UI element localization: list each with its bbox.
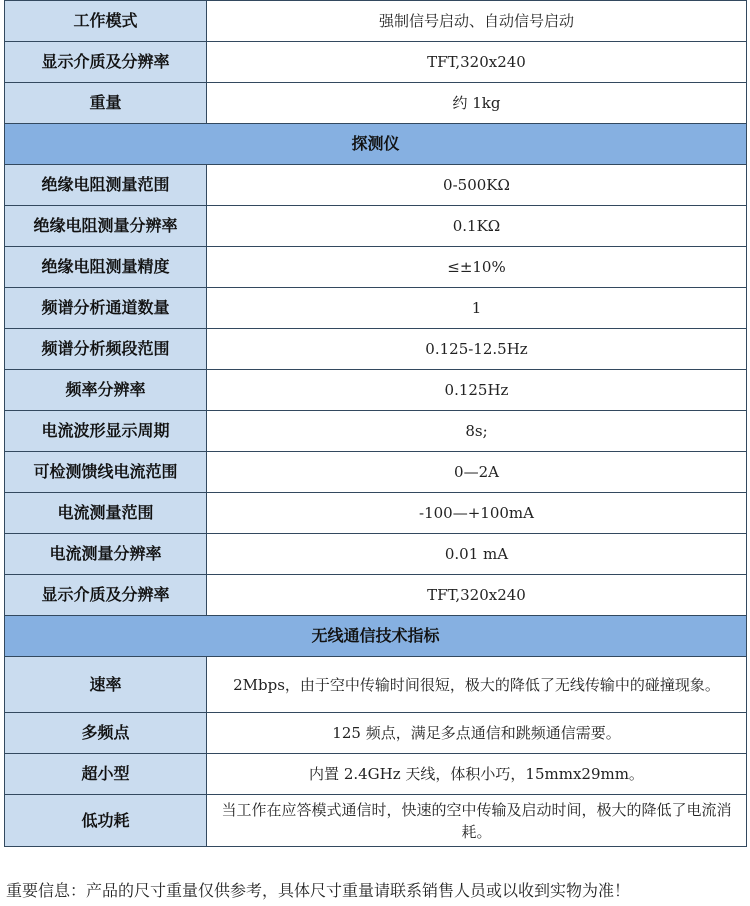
- spec-label: 速率: [5, 657, 207, 713]
- spec-value: 0.125-12.5Hz: [207, 329, 747, 370]
- spec-value: 8s;: [207, 411, 747, 452]
- section-header-wireless: [5, 616, 747, 657]
- spec-row: [5, 575, 747, 616]
- spec-table: [4, 0, 747, 847]
- section-title: 探测仪: [5, 124, 747, 165]
- spec-value: 0—2A: [207, 452, 747, 493]
- spec-row: [5, 493, 747, 534]
- spec-label: 频率分辨率: [5, 370, 207, 411]
- spec-label: 工作模式: [5, 1, 207, 42]
- spec-value: 当工作在应答模式通信时，快速的空中传输及启动时间，极大的降低了电流消耗。: [207, 795, 747, 847]
- spec-value: 0.1KΩ: [207, 206, 747, 247]
- spec-label: 频谱分析频段范围: [5, 329, 207, 370]
- spec-label: 可检测馈线电流范围: [5, 452, 207, 493]
- section-header-detector: [5, 124, 747, 165]
- spec-label: 电流测量范围: [5, 493, 207, 534]
- spec-label: 重量: [5, 83, 207, 124]
- spec-label: 绝缘电阻测量分辨率: [5, 206, 207, 247]
- spec-row: [5, 42, 747, 83]
- spec-row: [5, 288, 747, 329]
- section-title: 无线通信技术指标: [5, 616, 747, 657]
- spec-value: 约 1kg: [207, 83, 747, 124]
- spec-label: 低功耗: [5, 795, 207, 847]
- spec-value: 0.01 mA: [207, 534, 747, 575]
- spec-label: 显示介质及分辨率: [5, 42, 207, 83]
- spec-row: [5, 329, 747, 370]
- spec-row: [5, 754, 747, 795]
- spec-value: 内置 2.4GHz 天线，体积小巧，15mmx29mm。: [207, 754, 747, 795]
- spec-row: [5, 247, 747, 288]
- spec-row: [5, 83, 747, 124]
- spec-row: [5, 370, 747, 411]
- spec-row: [5, 795, 747, 847]
- spec-value: TFT,320x240: [207, 42, 747, 83]
- spec-label: 绝缘电阻测量范围: [5, 165, 207, 206]
- spec-row: [5, 411, 747, 452]
- spec-row: [5, 713, 747, 754]
- spec-value: 125 频点，满足多点通信和跳频通信需要。: [207, 713, 747, 754]
- spec-row: [5, 534, 747, 575]
- spec-value: 0.125Hz: [207, 370, 747, 411]
- spec-value: 2Mbps，由于空中传输时间很短，极大的降低了无线传输中的碰撞现象。: [207, 657, 747, 713]
- spec-row: [5, 452, 747, 493]
- spec-row: [5, 206, 747, 247]
- spec-row: [5, 657, 747, 713]
- spec-label: 电流测量分辨率: [5, 534, 207, 575]
- spec-value: 0-500KΩ: [207, 165, 747, 206]
- spec-value: ≤±10%: [207, 247, 747, 288]
- spec-label: 超小型: [5, 754, 207, 795]
- spec-row: [5, 1, 747, 42]
- spec-label: 频谱分析通道数量: [5, 288, 207, 329]
- spec-row: [5, 165, 747, 206]
- spec-value: TFT,320x240: [207, 575, 747, 616]
- spec-value: 强制信号启动、自动信号启动: [207, 1, 747, 42]
- spec-value: -100—+100mA: [207, 493, 747, 534]
- spec-label: 显示介质及分辨率: [5, 575, 207, 616]
- footer-note: 重要信息：产品的尺寸重量仅供参考，具体尺寸重量请联系销售人员或以收到实物为准！: [6, 881, 631, 900]
- spec-value: 1: [207, 288, 747, 329]
- spec-label: 多频点: [5, 713, 207, 754]
- spec-label: 电流波形显示周期: [5, 411, 207, 452]
- spec-label: 绝缘电阻测量精度: [5, 247, 207, 288]
